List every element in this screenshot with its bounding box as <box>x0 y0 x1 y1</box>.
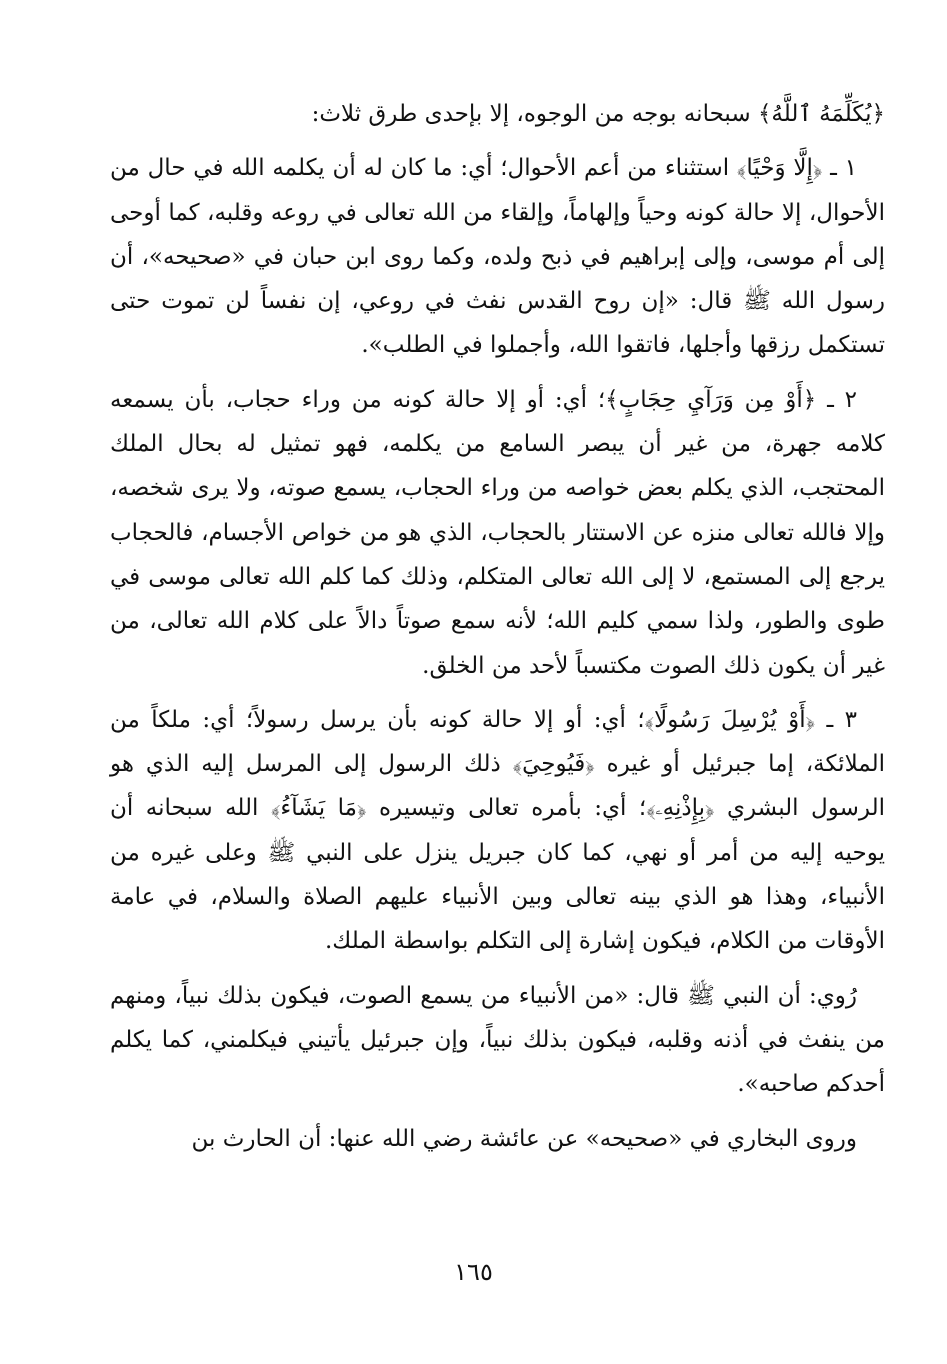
paragraph-intro: ﴿يُكَلِّمَهُ ٱللَّهُ﴾ سبحانه بوجه من الوجوه، إلا بإحدى طرق ثلاث: <box>311 101 885 127</box>
body-text <box>110 92 885 1171</box>
paragraph-point-3: ٣ ـ ﴿أَوْ يُرْسِلَ رَسُولًا﴾؛ أي: أو إلا حالة كونه بأن يرسل رسولاً؛ أي: ملكاً من الملائكة، إما جبرئيل أو غيره ﴿فَيُوحِيَ﴾ ذلك الرسول إلى المرسل إليه الذي هو الرسول البشري ﴿بِإِذْنِهِۦ﴾؛ أي: بأمره تعالى وتيسيره ﴿مَا يَشَآءُ﴾ الله سبحانه أن يوحيه إليه من أمر أو نهي، كما كان جبريل ينزل على النبي ﷺ وعلى غيره من الأنبياء، وهذا هو الذي بينه تعالى وبين الأنبياء عليهم الصلاة والسلام، في عامة الأوقات من الكلام، فيكون إشارة إلى التكلم بواسطة الملك. <box>110 706 885 955</box>
paragraph-point-2: ٢ ـ ﴿أَوْ مِن وَرَآيِ حِجَابٍ﴾؛ أي: أو إلا حالة كونه من وراء حجاب، بأن يسمعه كلامه جهرة، من غير أن يبصر السامع من يكلمه، فهو تمثيل له بحال الملك المحتجب، الذي يكلم بعض خواصه من وراء الحجاب، يسمع صوته، ولا يرى شخصه، وإلا فالله تعالى منزه عن الاستتار بالحجاب، الذي هو من خواص الأجسام، فالحجاب يرجع إلى المستمع، لا إلى الله تعالى المتكلم، وذلك كما كلم الله تعالى موسى في طوى والطور، ولذا سمي كليم الله؛ لأنه سمع صوتاً دالاً على كلام الله تعالى، من غير أن يكون ذلك الصوت مكتسباً لأحد من الخلق. <box>110 386 885 679</box>
paragraph-hadith: رُوي: أن النبي ﷺ قال: «من الأنبياء من يسمع الصوت، فيكون بذلك نبياً، ومنهم من ينفث في أذنه وقلبه، فيكون بذلك نبياً، وإن جبرئيل يأتيني فيكلمني، كما يكلم أحدكم صاحبه». <box>110 982 885 1098</box>
page-number: ١٦٥ <box>454 1258 493 1286</box>
paragraph-bukhari: وروى البخاري في «صحيحه» عن عائشة رضي الله عنها: أن الحارث بن <box>191 1125 857 1152</box>
paragraph-point-1: ١ ـ ﴿إِلَّا وَحْيًا﴾ استثناء من أعم الأحوال؛ أي: ما كان له أن يكلمه الله في حال من الأحوال، إلا حالة كونه وحياً وإلهاماً، وإلقاء من الله تعالى في روعه وقلبه، كما أوحى إلى أم موسى، وإلى إبراهيم في ذبح ولده، وكما روى ابن حبان في «صحيحه»، أن رسول الله ﷺ قال: «إن روح القدس نفث في روعي، إن نفساً لن تموت حتى تستكمل رزقها وأجلها، فاتقوا الله، وأجملوا في الطلب». <box>110 155 885 359</box>
